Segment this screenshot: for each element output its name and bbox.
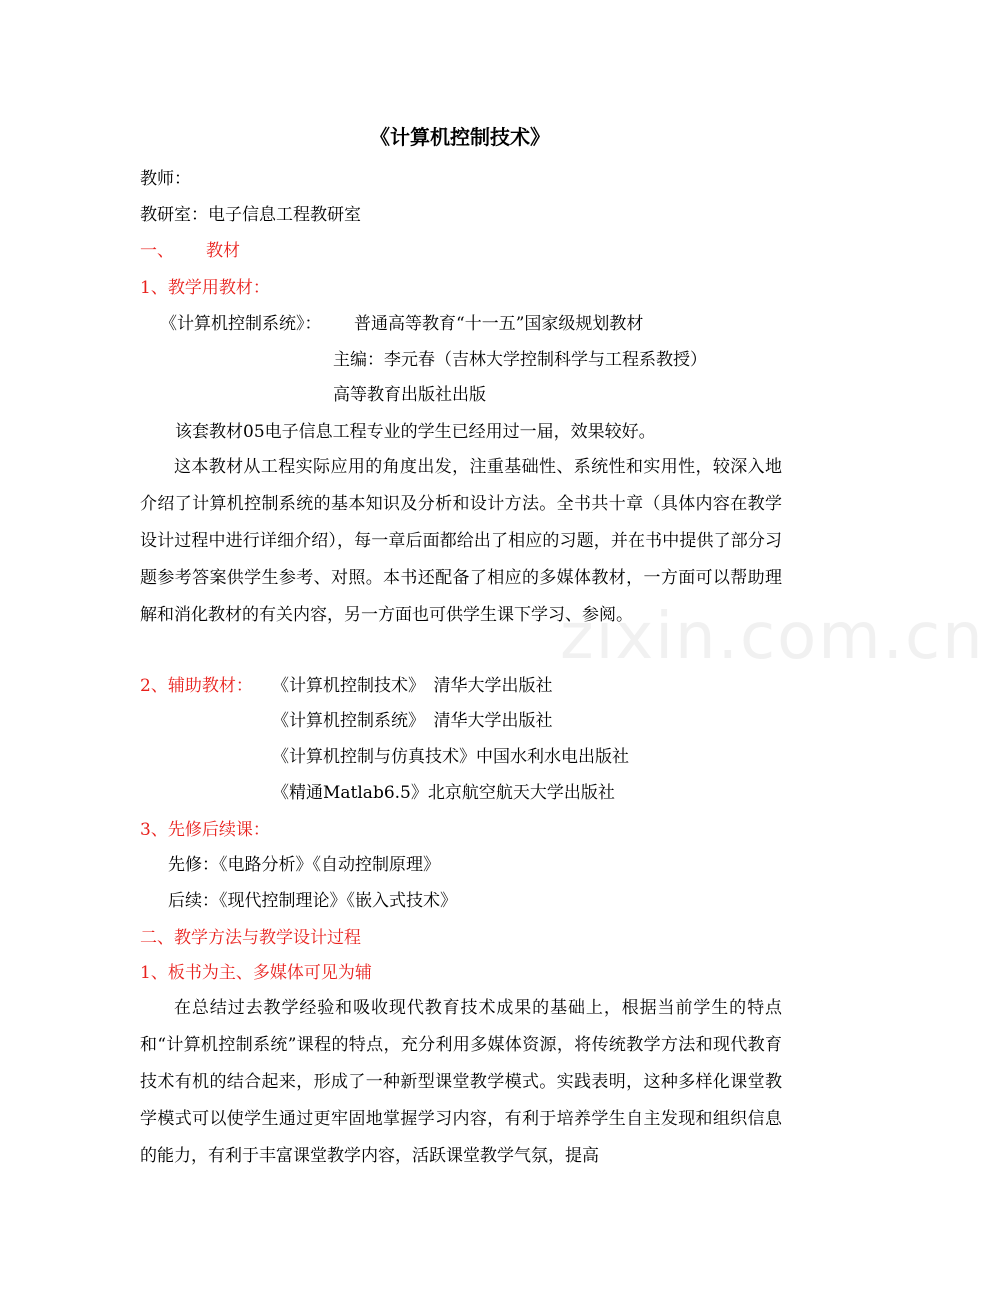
prerequisite-courses: 先修：《电路分析》《自动控制原理》 <box>168 855 440 875</box>
section1-heading: 教材 <box>206 241 240 261</box>
teaching-method-paragraph: 在总结过去教学经验和吸收现代教育技术成果的基础上，根据当前学生的特点和“计算机控制系统”课程的特点，充分利用多媒体资源，将传统教学方法和现代教育技术有机的结合起来，形成了一种新型课堂教学模式。实践表明，这种多样化课堂教学模式可以使学生通过更牢固地掌握学习内容，有利于培养学生自主发现和组织信息的能力，有利于丰富课堂教学内容，活跃课堂教学气氛，提高 <box>140 998 782 1166</box>
aux-book-item: 《计算机控制技术》 清华大学出版社 <box>272 676 553 696</box>
main-textbook-name: 《计算机控制系统》： <box>160 314 322 334</box>
method-subheading: 1、板书为主、多媒体可见为辅 <box>140 963 372 983</box>
section2-heading: 二、教学方法与教学设计过程 <box>140 928 361 948</box>
textbook-description-paragraph: 这本教材从工程实际应用的角度出发，注重基础性、系统性和实用性，较深入地介绍了计算机控制系统的基本知识及分析和设计方法。全书共十章（具体内容在教学设计过程中进行详细介绍），每一章后面都给出了相应的习题，并在书中提供了部分习题参考答案供学生参考、对照。本书还配备了相应的多媒体教材，一方面可以帮助理解和消化教材的有关内容，另一方面也可供学生课下学习、参阅。 <box>140 457 782 625</box>
aux-book-item: 《计算机控制与仿真技术》中国水利水电出版社 <box>272 747 629 767</box>
department: 教研室：电子信息工程教研室 <box>140 205 361 225</box>
course-sequence-heading: 3、先修后续课： <box>140 820 270 840</box>
main-textbook-editor: 主编：李元春（吉林大学控制科学与工程系教授） <box>333 350 707 370</box>
section1-number: 一、 <box>140 241 174 261</box>
followup-courses: 后续：《现代控制理论》《嵌入式技术》 <box>168 891 457 911</box>
textbook-usage-paragraph: 该套教材05电子信息工程专业的学生已经用过一届，效果较好。 <box>175 422 656 442</box>
aux-book-item: 《计算机控制系统》 清华大学出版社 <box>272 711 553 731</box>
main-textbook-heading: 1、教学用教材： <box>140 278 270 298</box>
main-textbook-series: 普通高等教育“十一五”国家级规划教材 <box>354 314 644 334</box>
page-title: 《计算机控制技术》 <box>370 125 550 149</box>
main-textbook-publisher: 高等教育出版社出版 <box>333 385 486 405</box>
watermark: zixin.com.cn <box>560 600 985 674</box>
aux-book-item: 《精通Matlab6.5》北京航空航天大学出版社 <box>272 783 615 803</box>
teacher-label: 教师： <box>140 169 191 189</box>
aux-textbook-heading: 2、辅助教材： <box>140 676 253 696</box>
